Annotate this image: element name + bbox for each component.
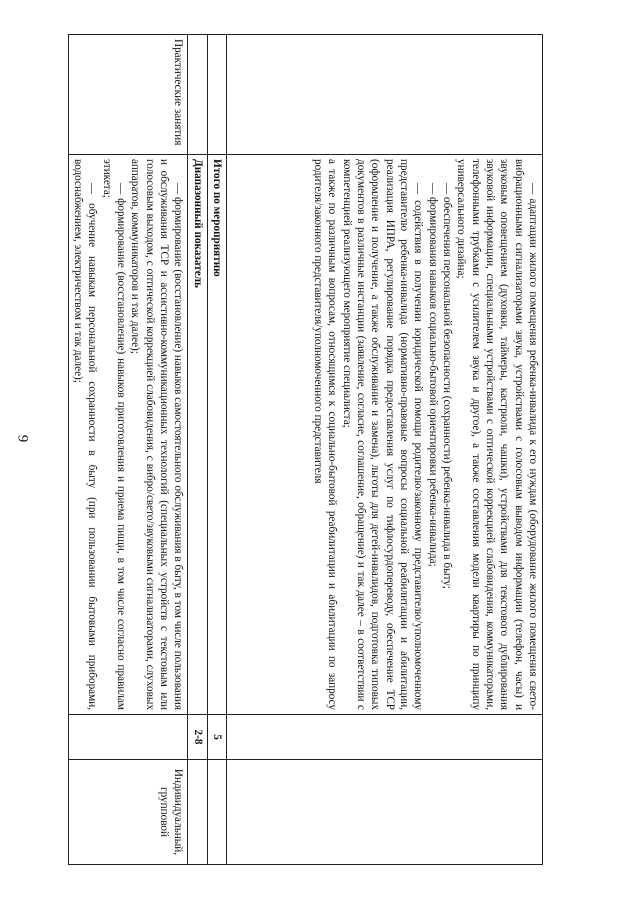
rotated-page-content [73,34,543,864]
list-item: — обучение навыкам персональной сохранности в быту (при пользовании бытовыми приборами, водоснабжением, электричеством и так далее); [72,159,99,710]
list-item: — адаптации жилого помещения ребенка-инвалида к его нуждам (оборудование жилого помещения свето-вибрационными сигнализаторами звука, устройствами с голосовым выводом информации (телефон, часы) и звуковым оповещением (духовки, таймеры, кастрюли, чашки), устройствами для текстового дублирования звуковой информации, специальными устройствами с оптической коррекцией слабовидения, коммуникаторами, телефонными трубками с усилителем звука и другое), а также составления модели квартиры по принципу универсального дизайна; [455,159,539,710]
range-label: Диапазонный показатель [188,155,207,715]
list-item: — формирования навыков социально-бытовой ориентировки ребенка-инвалида; [426,183,439,567]
list-item: — обеспечения персональной безопасности (сохранности) ребенка-инвалида в быту; [441,183,454,589]
table-cell-format [227,760,543,865]
table-row [68,35,188,865]
table-cell-form: Практические занятия [68,35,188,155]
table-cell-form [227,35,543,155]
total-row [207,35,226,865]
page-number: 9 [14,434,31,443]
table-cell-count [227,715,543,760]
list-item: — формирование (восстановление) навыков самостоятельного обслуживания в быту, в том числе пользования и обслуживания ТСР и ассистивно-коммуникационных технологий (специальных устройств с текстовым или голосовым выходом, с оптической коррекцией слабовидения, с вибро/свето/звуковыми сигнализаторами, слуховых аппаратов, коммуникаторов и так далее); [129,159,185,710]
list-item: — содействия в получении юридической помощи родителю/законному представителю/уполномоченному представителю ребенка-инвалида (нормативно-правовые вопросы социальной реабилитации и абилитации, реализация ИПРА, регулирование порядка предоставления услуг по тифлосурдопереводу, обеспечение ТСР (оформление и получение, а также обслуживание и замена), льготы для детей-инвалидов, подготовка типовых документов в различные инстанции (заявление, согласие, соглашение, обращение) и так далее – в соответствии с компетенцией реализующего мероприятие специалиста; [340,159,425,710]
table-row [227,35,543,865]
total-label: Итого по мероприятию [207,155,226,715]
total-value: 5 [207,715,226,760]
table-cell-content [68,155,188,715]
table-cell-format: Индивидуальный, групповой [68,760,188,865]
range-value: 2-8 [188,715,207,760]
list-item: а также по различным вопросам, относящимся к социально-бытовой реабилитации и абилитации по запросу родителя/законного представителя/уполномоченного представителя [312,159,339,710]
range-row [188,35,207,865]
table-cell-content [227,155,543,715]
table-cell-count [68,715,188,760]
program-table [68,34,543,865]
list-item: — формирование (восстановление) навыков приготовления и приема пищи, в том числе согласно правилам этикета; [100,159,128,710]
